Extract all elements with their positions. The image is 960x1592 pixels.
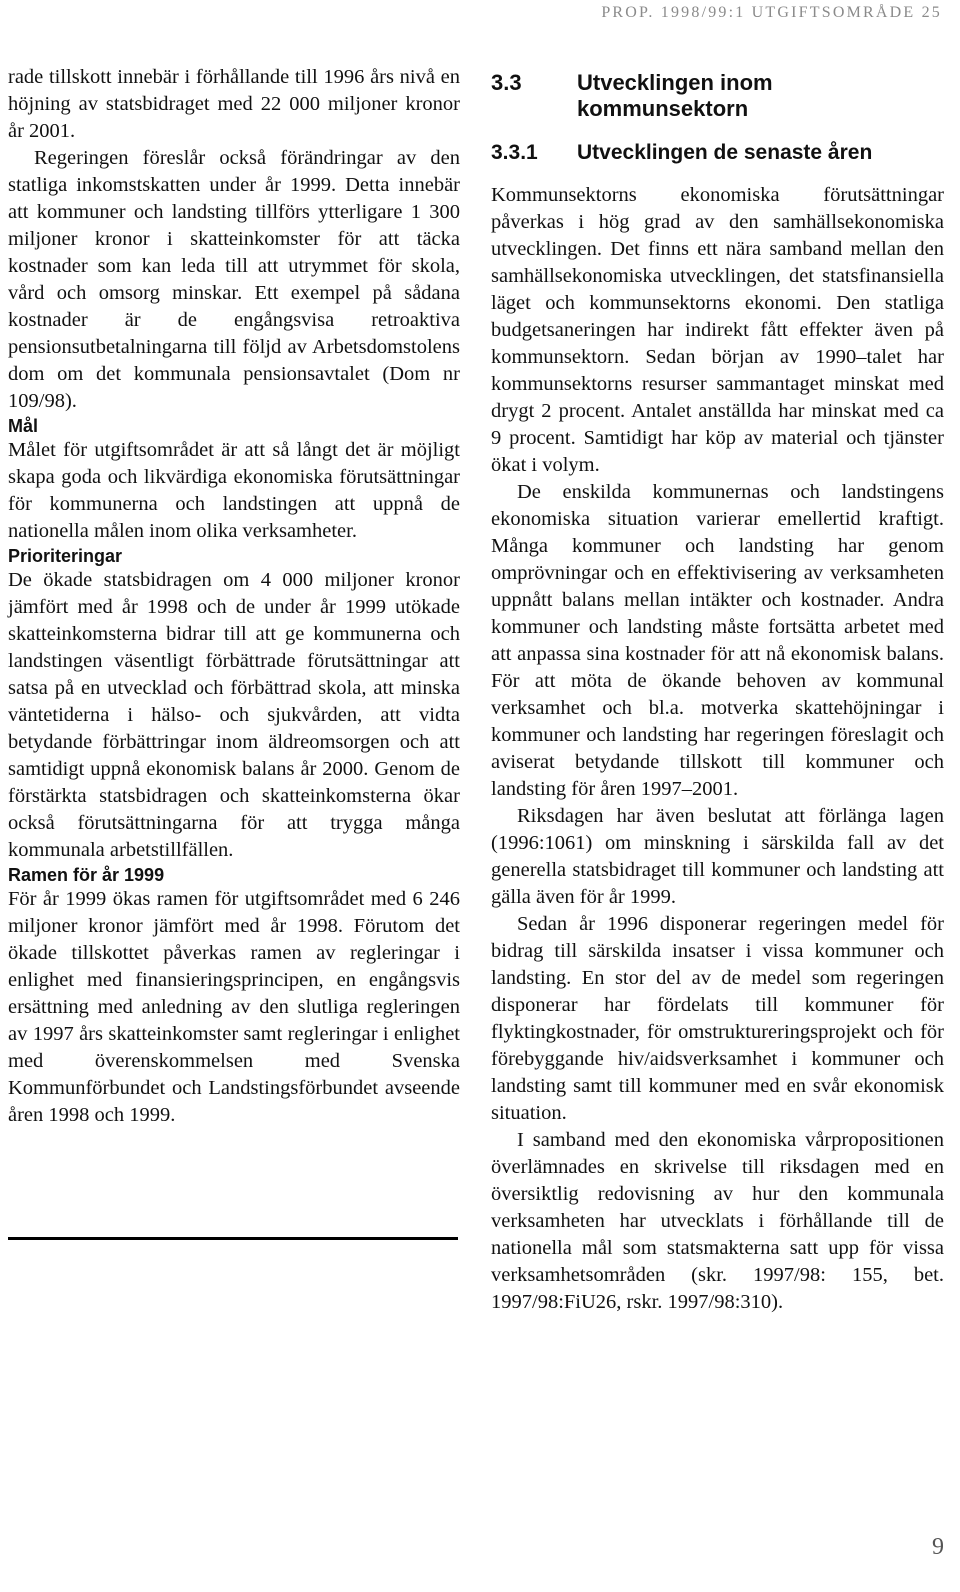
section-heading-3-3-1 <box>491 140 944 166</box>
left-column <box>8 64 460 1129</box>
paragraph-mal: Målet för utgiftsområdet är att så långt det är möjligt skapa goda och likvärdiga ekonomiska förutsättningar för kommunerna och landstingen att uppnå de nationella målen inom olika verksamheter. <box>8 439 460 542</box>
running-header: PROP. 1998/99:1 UTGIFTSOMRÅDE 25 <box>601 4 942 21</box>
paragraph-riksdagen: Riksdagen har även beslutat att förlänga lagen (1996:1061) om minskning i särskilda fall av det generella statsbidraget till kommuner och landsting att gälla även för år 1999. <box>491 805 944 908</box>
section-heading-3-3 <box>491 70 944 122</box>
paragraph-enskilda-kommuner: De enskilda kommunernas och landstingens ekonomiska situation varierar emellertid kraftigt. Många kommuner och landsting har genom omprövningar och en effektivisering av verksamheten uppnått balans mellan intäkter och kostnader. Andra kommuner och landsting måste fortsätta arbetet med att anpassa sina kostnader för att nå ekonomisk balans. För att möta de ökande behoven av kommunal verksamhet och bl.a. motverka skattehöjningar i kommuner och landsting har regeringen föreslagit och aviserat betydande tillskott till kommuner och landsting för åren 1997–2001. <box>491 481 944 800</box>
paragraph-varpropositionen: I samband med den ekonomiska vårpropositionen överlämnades en skrivelse till riksdagen med en översiktlig redovisning av hur den kommunala verksamheten har utvecklats i förhållande till de nationella mål som statsmakterna satt upp för vissa verksamhetsområden (skr. 1997/98: 155, bet. 1997/98:FiU26, rskr. 1997/98:310). <box>491 1129 944 1313</box>
heading-ramen: Ramen för år 1999 <box>8 865 165 885</box>
heading-mal: Mål <box>8 416 39 436</box>
paragraph-prioriteringar: De ökade statsbidragen om 4 000 miljoner kronor jämfört med år 1998 och de under år 1999 utökade skatteinkomsterna bidrar till att ge kommunerna och landstingen väsentligt förbättrade förutsättningar att satsa på en utvecklad och förbättrad skola, att minska väntetiderna i hälso- och sjukvården, att vidta betydande förbättringar inom äldreomsorgen och att samtidigt uppnå ekonomisk balans år 2000. Genom de förstärkta statsbidragen och skatteinkomsterna ökar också förutsättningarna för att trygga många kommunala arbetstillfällen. <box>8 569 460 861</box>
section-title: Utvecklingen inom kommunsektorn <box>577 70 773 121</box>
heading-prioriteringar: Prioriteringar <box>8 546 123 566</box>
paragraph-sedan-1996: Sedan år 1996 disponerar regeringen medel för bidrag till särskilda insatser i vissa kommuner och landsting. En stor del av de medel som regeringen disponerar har fördelats till kommuner för flyktingkostnader, för omstruktureringsprojekt och för förebyggande hiv/aidsverksamhet i kommuner och landsting samt till kommuner med en svår ekonomisk situation. <box>491 913 944 1124</box>
paragraph-kommunsektorn: Kommunsektorns ekonomiska förutsättningar påverkas i hög grad av den samhällsekonomiska utvecklingen. Det finns ett nära samband mellan den samhällsekonomiska utvecklingen, det statsfinansiella läget och kommunsektorns ekonomi. Den statliga budgetsaneringen har indirekt fått effekter även på kommunsektorn. Sedan början av 1990–talet har kommunsektorns resurser sammantaget minskat med drygt 2 procent. Antalet anställda har minskat med ca 9 procent. Samtidigt har köp av material och tjänster ökat i volym. <box>491 184 944 476</box>
subsection-title: Utvecklingen de senaste åren <box>577 141 873 164</box>
section-end-rule <box>8 1237 458 1240</box>
paragraph-income-tax: Regeringen föreslår också förändringar av den statliga inkomstskatten under år 1999. Detta innebär att kommuner och landsting tillförs ytterligare 1 300 miljoner kronor i skatteinkomster för att täcka kostnader som kan leda till att utrymmet för skola, vård och omsorg minskar. Ett exempel på sådana kostnader är de engångsvisa retroaktiva pensionsutbetalningarna till följd av Arbetsdomstolens dom om det kommunala pensionsavtalet (Dom nr 109/98). <box>8 147 460 412</box>
right-column <box>491 64 944 1316</box>
paragraph-intro: rade tillskott innebär i förhållande till 1996 års nivå en höjning av statsbidraget med 22 000 miljoner kronor år 2001. <box>8 66 460 142</box>
page-number: 9 <box>932 1534 944 1560</box>
paragraph-ramen: För år 1999 ökas ramen för utgiftsområdet med 6 246 miljoner kronor jämfört med år 1998. Förutom det ökade tillskottet påverkas ramen av regleringar i enlighet med finansieringsprincipen, en engångsvis ersättning med anledning av den slutliga regleringen av 1997 års skatteinkomster samt regleringar i enlighet med överenskommelsen med Svenska Kommunförbundet och Landstingsförbundet avseende åren 1998 och 1999. <box>8 888 460 1126</box>
section-number: 3.3 <box>491 70 522 95</box>
subsection-number: 3.3.1 <box>491 141 538 164</box>
